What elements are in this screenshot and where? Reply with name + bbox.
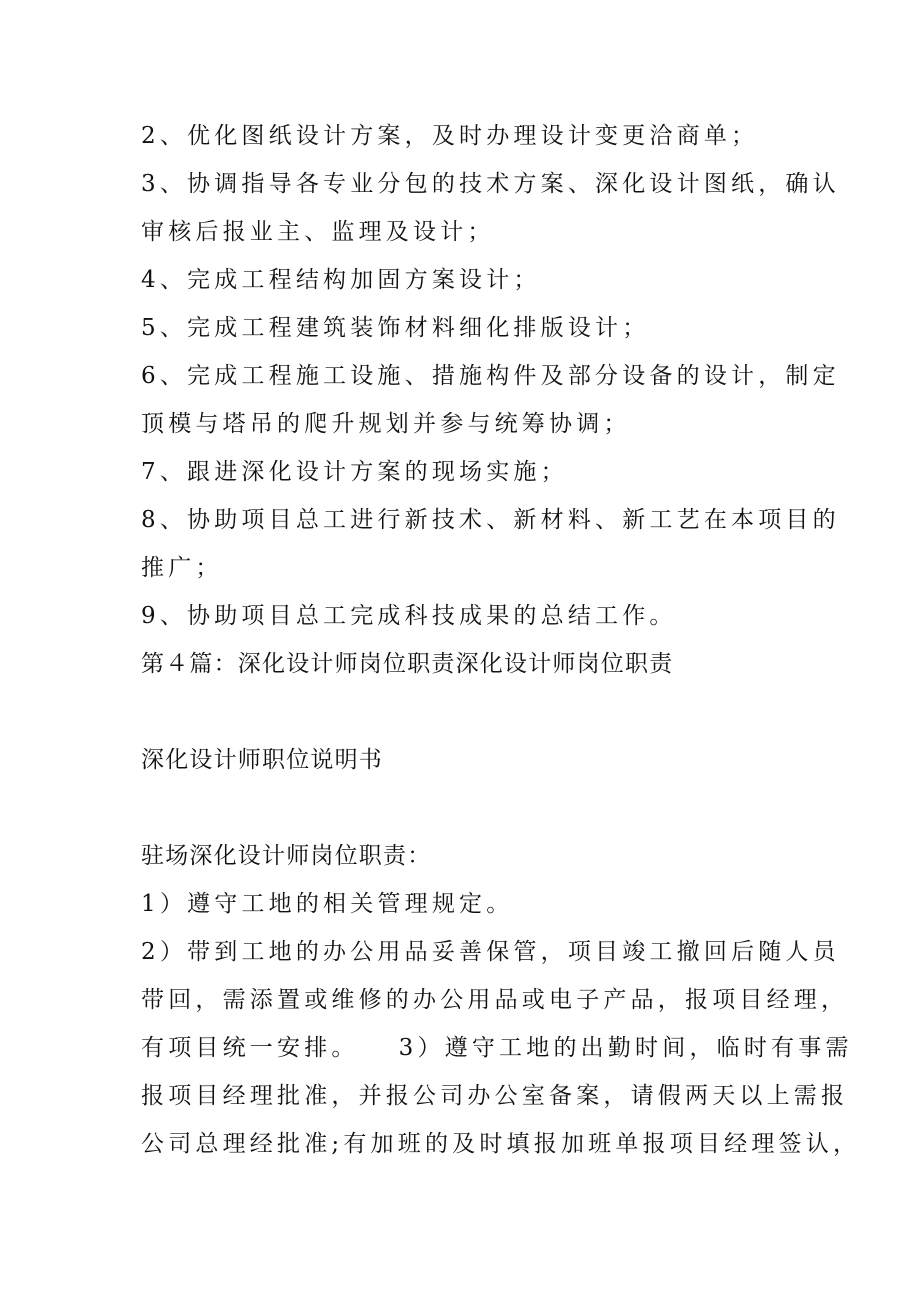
list-item-continuation: 审核后报业主、监理及设计； xyxy=(141,219,495,245)
list-item: 7、跟进深化设计方案的现场实施； xyxy=(141,459,568,485)
split-line-right: 3）遵守工地的出勤时间，临时有事需 xyxy=(398,1035,853,1061)
list-item: 3、协调指导各专业分包的技术方案、深化设计图纸，确认 xyxy=(141,171,840,197)
section-title: 驻场深化设计师岗位职责： xyxy=(141,843,432,869)
list-item-continuation: 顶模与塔吊的爬升规划并参与统筹协调； xyxy=(141,411,631,437)
list-item: 9、协助项目总工完成科技成果的总结工作。 xyxy=(141,603,677,629)
list-item: 5、完成工程建筑装饰材料细化排版设计； xyxy=(141,315,650,341)
split-line-left: 有项目统一安排。 xyxy=(141,1035,359,1061)
list-item-continuation xyxy=(141,1033,853,1063)
list-item: 2、优化图纸设计方案，及时办理设计变更洽商单； xyxy=(141,123,759,149)
list-item-continuation: 推广； xyxy=(141,555,223,581)
list-item: 1）遵守工地的相关管理规定。 xyxy=(141,891,514,917)
chapter-heading: 第４篇：深化设计师岗位职责深化设计师岗位职责 xyxy=(141,651,674,677)
list-item: 4、完成工程结构加固方案设计； xyxy=(141,267,541,293)
list-item-continuation: 报项目经理批准，并报公司办公室备案，请假两天以上需报 xyxy=(141,1083,849,1109)
document-title: 深化设计师职位说明书 xyxy=(141,747,383,773)
list-item: 2）带到工地的办公用品妥善保管，项目竣工撤回后随人员 xyxy=(141,939,840,965)
list-item: 6、完成工程施工设施、措施构件及部分设备的设计，制定 xyxy=(141,363,840,389)
list-item-continuation: 带回，需添置或维修的办公用品或电子产品，报项目经理， xyxy=(141,987,849,1013)
list-item: 8、协助项目总工进行新技术、新材料、新工艺在本项目的 xyxy=(141,507,840,533)
list-item-continuation: 公司总理经批准;有加班的及时填报加班单报项目经理签认， xyxy=(141,1131,861,1157)
